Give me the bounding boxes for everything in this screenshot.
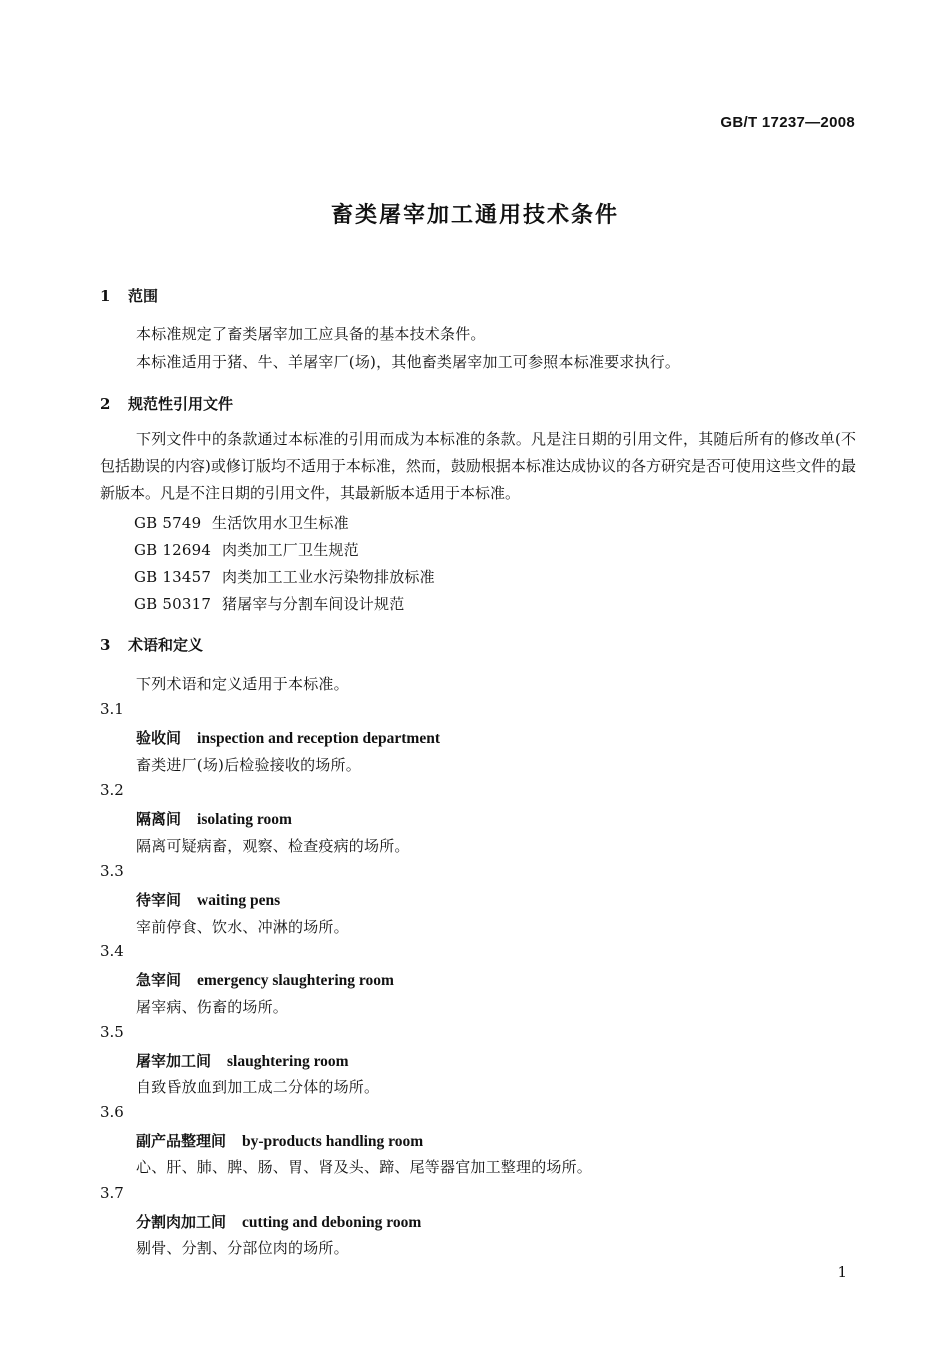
section-title: 术语和定义 <box>128 636 204 654</box>
term-number: 3.3 <box>100 862 124 880</box>
term-en: slaughtering room <box>227 1053 349 1070</box>
term-en: waiting pens <box>197 892 281 909</box>
term-cn: 急宰间 <box>136 971 182 989</box>
term-number: 3.2 <box>100 781 124 799</box>
reference-code: GB 50317 <box>134 595 212 613</box>
section-heading-scope <box>100 285 158 306</box>
term-definition: 剔骨、分割、分部位肉的场所。 <box>136 1239 349 1257</box>
reference-item <box>134 512 349 533</box>
term-definition: 隔离可疑病畜，观察、检查疫病的场所。 <box>136 837 410 855</box>
term-number: 3.7 <box>100 1184 124 1202</box>
paragraph: 本标准适用于猪、牛、羊屠宰厂(场)，其他畜类屠宰加工可参照本标准要求执行。 <box>136 353 681 371</box>
reference-code: GB 13457 <box>134 568 212 586</box>
reference-title: 生活饮用水卫生标准 <box>212 514 349 532</box>
reference-item <box>134 593 404 614</box>
term-definition: 屠宰病、伤畜的场所。 <box>136 998 289 1016</box>
term-cn: 验收间 <box>136 729 182 747</box>
reference-title: 猪屠宰与分割车间设计规范 <box>222 595 405 613</box>
term-cn: 隔离间 <box>136 810 182 828</box>
term-en: emergency slaughtering room <box>197 972 394 989</box>
term-name <box>136 808 292 829</box>
term-definition: 自致昏放血到加工成二分体的场所。 <box>136 1078 380 1096</box>
section-number: 1 <box>100 287 111 305</box>
term-number: 3.5 <box>100 1023 124 1041</box>
reference-code: GB 5749 <box>134 514 202 532</box>
term-name <box>136 1130 423 1151</box>
paragraph: 本标准规定了畜类屠宰加工应具备的基本技术条件。 <box>136 325 486 343</box>
term-definition: 畜类进厂(场)后检验接收的场所。 <box>136 756 361 774</box>
term-name <box>136 969 394 990</box>
section-title: 范围 <box>128 287 159 305</box>
term-definition: 心、肝、肺、脾、肠、胃、肾及头、蹄、尾等器官加工整理的场所。 <box>136 1158 593 1176</box>
term-en: inspection and reception department <box>197 730 440 747</box>
term-number: 3.6 <box>100 1103 124 1121</box>
section-title: 规范性引用文件 <box>128 395 234 413</box>
reference-title: 肉类加工厂卫生规范 <box>222 541 359 559</box>
reference-title: 肉类加工工业水污染物排放标准 <box>222 568 435 586</box>
standard-code: GB/T 17237—2008 <box>720 114 855 131</box>
term-name <box>136 1211 421 1232</box>
term-en: by-products handling room <box>242 1133 424 1150</box>
term-cn: 待宰间 <box>136 891 182 909</box>
term-name <box>136 1050 349 1071</box>
page-number: 1 <box>837 1263 847 1281</box>
section-heading-references <box>100 393 233 414</box>
term-cn: 分割肉加工间 <box>136 1213 227 1231</box>
term-number: 3.4 <box>100 942 124 960</box>
reference-item <box>134 539 359 560</box>
term-en: cutting and deboning room <box>242 1214 422 1231</box>
term-en: isolating room <box>197 811 292 828</box>
term-number: 3.1 <box>100 700 124 718</box>
reference-item <box>134 566 435 587</box>
term-definition: 宰前停食、饮水、冲淋的场所。 <box>136 918 349 936</box>
references-intro: 下列文件中的条款通过本标准的引用而成为本标准的条款。凡是注日期的引用文件，其随后所有的修改单(不包括勘误的内容)或修订版均不适用于本标准，然而，鼓励根据本标准达成协议的各方研究是否可使用这些文件的最新版本。凡是不注日期的引用文件，其最新版本适用于本标准。 <box>100 430 856 502</box>
section-number: 3 <box>100 636 111 654</box>
term-cn: 屠宰加工间 <box>136 1052 212 1070</box>
terms-intro: 下列术语和定义适用于本标准。 <box>136 675 349 693</box>
term-cn: 副产品整理间 <box>136 1132 227 1150</box>
section-number: 2 <box>100 395 111 413</box>
document-title: 畜类屠宰加工通用技术条件 <box>330 202 619 228</box>
term-name <box>136 727 440 748</box>
reference-code: GB 12694 <box>134 541 212 559</box>
term-name <box>136 889 280 910</box>
section-heading-terms <box>100 634 203 655</box>
